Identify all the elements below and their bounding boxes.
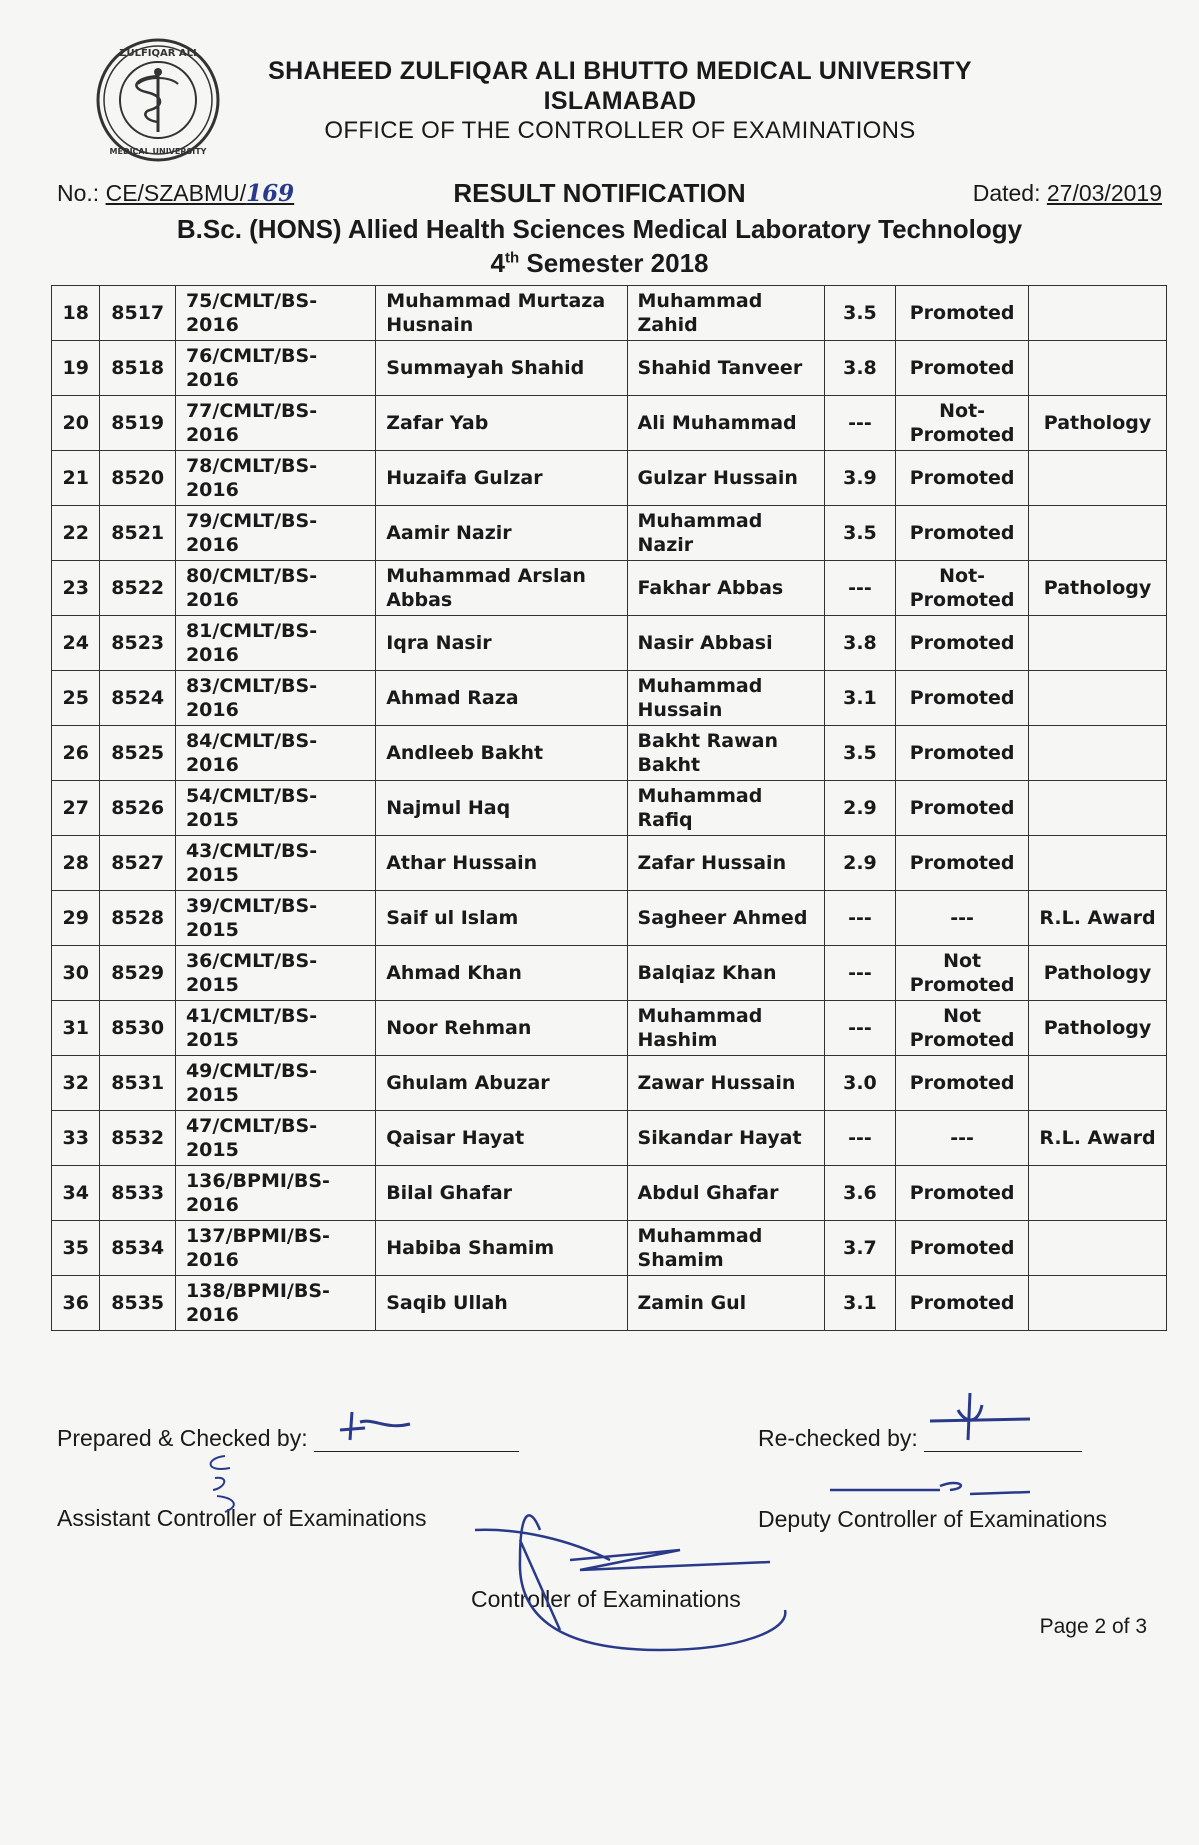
father-name-cell: Muhammad Hussain [627,671,824,726]
svg-text:MEDICAL UNIVERSITY: MEDICAL UNIVERSITY [109,147,207,156]
father-name-cell: Muhammad Nazir [627,506,824,561]
university-name: SHAHEED ZULFIQAR ALI BHUTTO MEDICAL UNIVERSITY [268,57,972,85]
roll-id-cell: 8519 [100,396,175,451]
assistant-controller: Assistant Controller of Examinations [57,1505,427,1531]
status-cell: Promoted [896,671,1029,726]
gpa-cell: 3.5 [824,286,896,341]
no-handwritten: 169 [246,180,295,207]
remarks-cell [1029,286,1167,341]
svg-text:ZULFIQAR ALI: ZULFIQAR ALI [119,48,197,59]
status-cell: Promoted [896,1166,1029,1221]
remarks-cell [1029,781,1167,836]
gpa-cell: --- [824,396,896,451]
registration-cell: 43/CMLT/BS-2015 [175,836,375,891]
student-name-cell: Noor Rehman [376,1001,627,1056]
registration-cell: 84/CMLT/BS-2016 [175,726,375,781]
registration-cell: 81/CMLT/BS-2016 [175,616,375,671]
table-row [52,1276,1167,1331]
registration-cell: 80/CMLT/BS-2016 [175,561,375,616]
university-header [240,56,1000,146]
serial-number-cell: 27 [52,781,100,836]
roll-id-cell: 8535 [100,1276,175,1331]
status-cell: Promoted [896,341,1029,396]
registration-cell: 138/BPMI/BS-2016 [175,1276,375,1331]
father-name-cell: Bakht Rawan Bakht [627,726,824,781]
father-name-cell: Muhammad Shamim [627,1221,824,1276]
status-cell: Promoted [896,286,1029,341]
remarks-cell [1029,671,1167,726]
table-row [52,396,1167,451]
father-name-cell: Sagheer Ahmed [627,891,824,946]
table-row [52,561,1167,616]
student-name-cell: Ghulam Abuzar [376,1056,627,1111]
remarks-cell [1029,836,1167,891]
table-row [52,726,1167,781]
roll-id-cell: 8525 [100,726,175,781]
gpa-cell: 3.8 [824,616,896,671]
status-cell: Promoted [896,781,1029,836]
remarks-cell [1029,1166,1167,1221]
serial-number-cell: 18 [52,286,100,341]
gpa-cell: 3.8 [824,341,896,396]
dated-value: 27/03/2019 [1046,180,1162,206]
serial-number-cell: 30 [52,946,100,1001]
student-name-cell: Muhammad Arslan Abbas [376,561,627,616]
student-name-cell: Ahmad Raza [376,671,627,726]
results-table [51,285,1167,1331]
prepared-label: Prepared & Checked by: [57,1425,308,1451]
student-name-cell: Iqra Nasir [376,616,627,671]
roll-id-cell: 8521 [100,506,175,561]
table-row [52,616,1167,671]
gpa-cell: 2.9 [824,781,896,836]
remarks-cell: Pathology [1029,946,1167,1001]
roll-id-cell: 8520 [100,451,175,506]
serial-number-cell: 19 [52,341,100,396]
remarks-cell [1029,1056,1167,1111]
roll-id-cell: 8533 [100,1166,175,1221]
semester-number: 4 [490,248,505,278]
father-name-cell: Zawar Hussain [627,1056,824,1111]
gpa-cell: 3.7 [824,1221,896,1276]
gpa-cell: --- [824,561,896,616]
registration-cell: 77/CMLT/BS-2016 [175,396,375,451]
roll-id-cell: 8534 [100,1221,175,1276]
remarks-cell: Pathology [1029,1001,1167,1056]
student-name-cell: Huzaifa Gulzar [376,451,627,506]
serial-number-cell: 31 [52,1001,100,1056]
remarks-cell: R.L. Award [1029,891,1167,946]
table-row [52,506,1167,561]
status-cell: Promoted [896,836,1029,891]
gpa-cell: 2.9 [824,836,896,891]
gpa-cell: 3.9 [824,451,896,506]
controller: Controller of Examinations [471,1586,741,1612]
roll-id-cell: 8524 [100,671,175,726]
status-cell: Promoted [896,1056,1029,1111]
remarks-cell [1029,616,1167,671]
remarks-cell: R.L. Award [1029,1111,1167,1166]
status-cell: Promoted [896,616,1029,671]
remarks-cell [1029,1276,1167,1331]
roll-id-cell: 8532 [100,1111,175,1166]
roll-id-cell: 8526 [100,781,175,836]
table-row [52,946,1167,1001]
serial-number-cell: 23 [52,561,100,616]
registration-cell: 78/CMLT/BS-2016 [175,451,375,506]
registration-cell: 54/CMLT/BS-2015 [175,781,375,836]
status-cell: Not-Promoted [896,561,1029,616]
student-name-cell: Saif ul Islam [376,891,627,946]
table-row [52,451,1167,506]
registration-cell: 39/CMLT/BS-2015 [175,891,375,946]
student-name-cell: Saqib Ullah [376,1276,627,1331]
status-cell: --- [896,1111,1029,1166]
status-cell: Not-Promoted [896,396,1029,451]
remarks-cell [1029,341,1167,396]
father-name-cell: Nasir Abbasi [627,616,824,671]
gpa-cell: 3.5 [824,726,896,781]
father-name-cell: Shahid Tanveer [627,341,824,396]
table-row [52,781,1167,836]
gpa-cell: 3.1 [824,1276,896,1331]
father-name-cell: Balqiaz Khan [627,946,824,1001]
semester-rest: Semester 2018 [526,248,709,278]
father-name-cell: Fakhar Abbas [627,561,824,616]
status-cell: Not Promoted [896,946,1029,1001]
serial-number-cell: 32 [52,1056,100,1111]
roll-id-cell: 8528 [100,891,175,946]
serial-number-cell: 24 [52,616,100,671]
student-name-cell: Habiba Shamim [376,1221,627,1276]
gpa-cell: 3.0 [824,1056,896,1111]
roll-id-cell: 8529 [100,946,175,1001]
roll-id-cell: 8527 [100,836,175,891]
program-title: B.Sc. (HONS) Allied Health Sciences Medical Laboratory Technology [176,214,1023,244]
father-name-cell: Muhammad Zahid [627,286,824,341]
table-row [52,1166,1167,1221]
registration-cell: 36/CMLT/BS-2015 [175,946,375,1001]
gpa-cell: 3.6 [824,1166,896,1221]
deputy-signature [820,1470,1040,1500]
remarks-cell [1029,726,1167,781]
rechecked-label: Re-checked by: [758,1425,918,1451]
student-name-cell: Zafar Yab [376,396,627,451]
student-name-cell: Bilal Ghafar [376,1166,627,1221]
dated-label: Dated: [972,180,1041,206]
student-name-cell: Aamir Nazir [376,506,627,561]
status-cell: Promoted [896,726,1029,781]
student-name-cell: Qaisar Hayat [376,1111,627,1166]
gpa-cell: 3.5 [824,506,896,561]
table-row [52,891,1167,946]
registration-cell: 49/CMLT/BS-2015 [175,1056,375,1111]
gpa-cell: --- [824,891,896,946]
roll-id-cell: 8518 [100,341,175,396]
serial-number-cell: 25 [52,671,100,726]
registration-cell: 137/BPMI/BS-2016 [175,1221,375,1276]
serial-number-cell: 29 [52,891,100,946]
table-row [52,836,1167,891]
father-name-cell: Muhammad Rafiq [627,781,824,836]
gpa-cell: --- [824,946,896,1001]
office-name: OFFICE OF THE CONTROLLER OF EXAMINATIONS [324,117,916,144]
father-name-cell: Muhammad Hashim [627,1001,824,1056]
table-row [52,1221,1167,1276]
status-cell: Promoted [896,451,1029,506]
father-name-cell: Gulzar Hussain [627,451,824,506]
serial-number-cell: 34 [52,1166,100,1221]
rechecked-signature [920,1385,1040,1450]
no-label: No.: [57,180,100,206]
student-name-cell: Andleeb Bakht [376,726,627,781]
serial-number-cell: 35 [52,1221,100,1276]
registration-cell: 41/CMLT/BS-2015 [175,1001,375,1056]
remarks-cell: Pathology [1029,396,1167,451]
table-row [52,1111,1167,1166]
prepared-signature [330,1400,450,1450]
university-seal-logo [94,36,222,164]
serial-number-cell: 26 [52,726,100,781]
no-value-text: CE/SZABMU/ [105,180,247,206]
controller-signature [460,1500,800,1660]
remarks-cell: Pathology [1029,561,1167,616]
roll-id-cell: 8531 [100,1056,175,1111]
semester-suffix: th [504,249,520,267]
serial-number-cell: 20 [52,396,100,451]
status-cell: Not Promoted [896,1001,1029,1056]
student-name-cell: Muhammad Murtaza Husnain [376,286,627,341]
status-cell: Promoted [896,1276,1029,1331]
registration-cell: 75/CMLT/BS-2016 [175,286,375,341]
student-name-cell: Summayah Shahid [376,341,627,396]
student-name-cell: Ahmad Khan [376,946,627,1001]
father-name-cell: Zamin Gul [627,1276,824,1331]
student-name-cell: Athar Hussain [376,836,627,891]
gpa-cell: 3.1 [824,671,896,726]
results-table-body [52,286,1167,1331]
status-cell: Promoted [896,1221,1029,1276]
serial-number-cell: 28 [52,836,100,891]
father-name-cell: Zafar Hussain [627,836,824,891]
deputy-controller: Deputy Controller of Examinations [758,1506,1107,1532]
table-row [52,286,1167,341]
table-row [52,671,1167,726]
table-row [52,341,1167,396]
roll-id-cell: 8523 [100,616,175,671]
registration-cell: 83/CMLT/BS-2016 [175,671,375,726]
status-cell: Promoted [896,506,1029,561]
table-row [52,1001,1167,1056]
table-row [52,1056,1167,1111]
remarks-cell [1029,1221,1167,1276]
serial-number-cell: 33 [52,1111,100,1166]
registration-cell: 47/CMLT/BS-2015 [175,1111,375,1166]
gpa-cell: --- [824,1001,896,1056]
father-name-cell: Ali Muhammad [627,396,824,451]
registration-cell: 136/BPMI/BS-2016 [175,1166,375,1221]
assistant-signature [195,1448,265,1518]
university-city: ISLAMABAD [543,87,697,115]
serial-number-cell: 21 [52,451,100,506]
gpa-cell: --- [824,1111,896,1166]
registration-cell: 79/CMLT/BS-2016 [175,506,375,561]
roll-id-cell: 8530 [100,1001,175,1056]
roll-id-cell: 8522 [100,561,175,616]
registration-cell: 76/CMLT/BS-2016 [175,341,375,396]
page-number: Page 2 of 3 [1039,1615,1147,1638]
serial-number-cell: 22 [52,506,100,561]
roll-id-cell: 8517 [100,286,175,341]
father-name-cell: Abdul Ghafar [627,1166,824,1221]
semester-title [0,248,1199,279]
remarks-cell [1029,451,1167,506]
notification-title: RESULT NOTIFICATION [453,178,746,208]
remarks-cell [1029,506,1167,561]
father-name-cell: Sikandar Hayat [627,1111,824,1166]
student-name-cell: Najmul Haq [376,781,627,836]
serial-number-cell: 36 [52,1276,100,1331]
notification-date [973,180,1162,207]
status-cell: --- [896,891,1029,946]
